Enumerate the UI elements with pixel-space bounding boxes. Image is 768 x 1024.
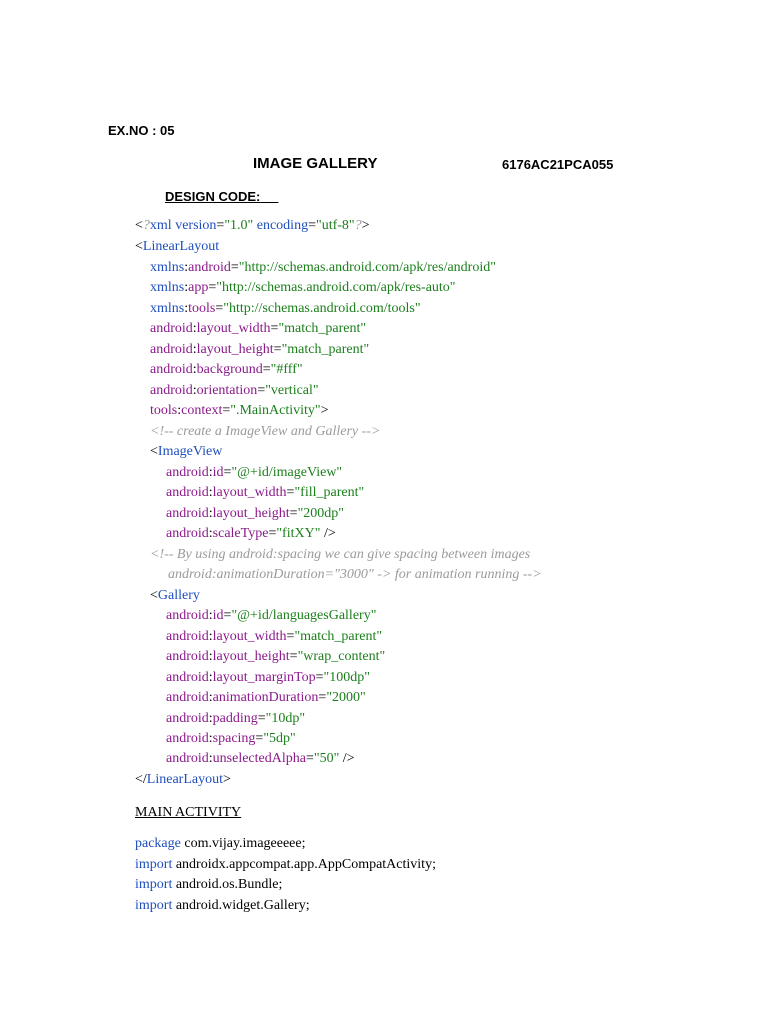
code-line (135, 834, 306, 854)
code-token: <!-- By using android:spacing we can give spacing between images (150, 547, 531, 562)
code-token: : (208, 526, 213, 541)
code-token: : (192, 362, 197, 377)
code-token: "http://schemas.android.com/apk/res-auto" (216, 280, 456, 295)
code-token: android (166, 711, 209, 726)
code-token: scaleType (212, 526, 269, 541)
code-token: "#fff" (270, 362, 303, 377)
code-token: : (208, 751, 213, 766)
code-line (150, 545, 530, 565)
code-token: < (150, 588, 158, 603)
code-line (150, 381, 319, 401)
code-line (135, 855, 436, 875)
code-token: = (268, 526, 277, 541)
code-token: "10dp" (265, 711, 306, 726)
code-token: /> (320, 526, 336, 541)
code-token: : (208, 629, 213, 644)
code-token: ImageView (157, 444, 223, 459)
code-token: "2000" (326, 690, 366, 705)
code-token: layout_width (212, 629, 287, 644)
code-token: = (208, 280, 217, 295)
code-token: android (166, 608, 209, 623)
code-token: </ (135, 772, 147, 787)
code-token: "utf-8" (315, 218, 355, 233)
code-token: > (222, 772, 231, 787)
code-token: "match_parent" (281, 342, 370, 357)
code-token: "wrap_content" (297, 649, 386, 664)
main-activity-heading: MAIN ACTIVITY (135, 805, 242, 820)
code-token: = (305, 751, 314, 766)
code-token: "match_parent" (294, 629, 383, 644)
code-token: tools (188, 301, 216, 316)
code-token: : (208, 690, 213, 705)
code-token: "100dp" (323, 670, 370, 685)
code-token: android:animationDuration="3000" -> for animation running --> (168, 567, 542, 582)
code-token: orientation (196, 383, 258, 398)
code-token: : (208, 506, 213, 521)
code-line (135, 875, 282, 895)
page-title: IMAGE GALLERY (253, 155, 378, 172)
code-token: "fitXY" (276, 526, 321, 541)
code-token: layout_height (212, 649, 290, 664)
code-token: : (184, 280, 189, 295)
code-token: ? (354, 218, 362, 233)
code-token: : (177, 403, 182, 418)
design-code-heading (165, 189, 278, 204)
code-line (135, 216, 370, 236)
code-line (150, 360, 303, 380)
code-token: : (208, 670, 213, 685)
code-token: = (222, 403, 231, 418)
code-token: "@+id/languagesGallery" (231, 608, 377, 623)
code-token: = (289, 649, 298, 664)
code-token: : (184, 301, 189, 316)
code-token: app (188, 280, 209, 295)
code-token: : (208, 649, 213, 664)
code-token: android (166, 751, 209, 766)
code-token: : (208, 485, 213, 500)
code-token: unselectedAlpha (212, 751, 306, 766)
code-token: = (286, 629, 295, 644)
code-token: layout_width (212, 485, 287, 500)
code-token: = (262, 362, 271, 377)
code-token: LinearLayout (146, 772, 223, 787)
code-token: = (286, 485, 295, 500)
code-line (166, 627, 382, 647)
code-token: = (315, 670, 324, 685)
code-token: "fill_parent" (294, 485, 365, 500)
code-token: version (171, 218, 217, 233)
code-token: "http://schemas.android.com/tools" (223, 301, 421, 316)
code-line (166, 463, 342, 483)
code-line (166, 668, 370, 688)
code-token: <!-- create a ImageView and Gallery --> (150, 424, 381, 439)
code-line (166, 606, 376, 626)
code-token: import (135, 857, 173, 872)
exercise-number: EX.NO : 05 (108, 123, 175, 138)
code-token: xmlns (150, 260, 185, 275)
code-token: = (215, 301, 224, 316)
code-token: = (273, 342, 282, 357)
code-token: package (135, 836, 181, 851)
code-token: "50" (313, 751, 340, 766)
code-token: id (212, 608, 224, 623)
code-line (150, 442, 222, 462)
code-token: layout_width (196, 321, 271, 336)
code-token: "@+id/imageView" (231, 465, 343, 480)
code-token: android (166, 629, 209, 644)
code-token: xmlns (150, 280, 185, 295)
code-token: xmlns (150, 301, 185, 316)
code-token: LinearLayout (142, 239, 220, 254)
code-token: android.widget.Gallery; (172, 898, 310, 913)
code-token: id (212, 465, 224, 480)
code-line (150, 422, 380, 442)
code-token: = (270, 321, 279, 336)
code-token: import (135, 898, 173, 913)
code-token: ? (142, 218, 150, 233)
code-token: > (361, 218, 370, 233)
design-code-trail (260, 189, 278, 204)
code-token: android (166, 506, 209, 521)
code-line (166, 504, 344, 524)
code-token: "http://schemas.android.com/apk/res/android" (238, 260, 496, 275)
code-token: com.vijay.imageeeee; (180, 836, 306, 851)
code-token: android (166, 526, 209, 541)
code-token: ".MainActivity" (230, 403, 321, 418)
code-token: = (223, 608, 232, 623)
code-line (166, 709, 305, 729)
code-token: padding (212, 711, 258, 726)
code-token: "200dp" (297, 506, 344, 521)
code-line (166, 524, 336, 544)
code-token: = (257, 711, 266, 726)
code-token: "1.0" (224, 218, 254, 233)
code-token: > (320, 403, 329, 418)
code-token: : (208, 731, 213, 746)
code-token: "5dp" (263, 731, 296, 746)
code-token: android.os.Bundle; (172, 877, 283, 892)
code-token: = (308, 218, 316, 233)
code-token: android (150, 342, 193, 357)
code-line (166, 483, 364, 503)
code-line (150, 340, 369, 360)
code-token: android (166, 670, 209, 685)
code-token: xml (149, 218, 172, 233)
code-token: android (150, 362, 193, 377)
code-token: : (184, 260, 189, 275)
code-token: = (230, 260, 239, 275)
code-token: layout_height (212, 506, 290, 521)
register-number: 6176AC21PCA055 (502, 157, 614, 172)
code-token: background (196, 362, 263, 377)
code-token: "match_parent" (278, 321, 367, 336)
code-line (150, 278, 456, 298)
code-line (166, 729, 296, 749)
code-token: android (166, 731, 209, 746)
code-line (135, 896, 310, 916)
code-token: = (255, 731, 264, 746)
code-line (166, 688, 366, 708)
code-line (135, 237, 219, 257)
code-token: /> (339, 751, 355, 766)
code-line (150, 586, 200, 606)
code-token: = (318, 690, 327, 705)
code-token: Gallery (157, 588, 200, 603)
code-token: : (208, 465, 213, 480)
code-line (168, 565, 542, 585)
code-token: android (150, 321, 193, 336)
code-token: < (150, 444, 158, 459)
code-token: android (166, 465, 209, 480)
code-token: import (135, 877, 173, 892)
code-line (150, 401, 329, 421)
code-token: = (223, 465, 232, 480)
code-token: = (216, 218, 225, 233)
code-token: < (135, 218, 143, 233)
code-line (150, 258, 496, 278)
code-line (150, 299, 421, 319)
code-line (135, 770, 231, 790)
code-token: = (289, 506, 298, 521)
code-token: : (208, 608, 213, 623)
code-token: android (166, 649, 209, 664)
code-token: : (192, 342, 197, 357)
code-token: encoding (253, 218, 309, 233)
code-token: < (135, 239, 143, 254)
code-line (150, 319, 366, 339)
code-token: android (150, 383, 193, 398)
code-token: = (257, 383, 266, 398)
code-token: spacing (212, 731, 256, 746)
code-token: android (166, 690, 209, 705)
code-token: androidx.appcompat.app.AppCompatActivity; (172, 857, 436, 872)
code-token: context (181, 403, 223, 418)
code-token: : (208, 711, 213, 726)
design-code-label: DESIGN CODE: (165, 189, 261, 204)
code-token: animationDuration (212, 690, 319, 705)
code-token: layout_marginTop (212, 670, 316, 685)
code-token: tools (150, 403, 178, 418)
code-line (166, 749, 355, 769)
code-token: android (188, 260, 231, 275)
code-token: : (192, 321, 197, 336)
code-token: layout_height (196, 342, 274, 357)
code-token: android (166, 485, 209, 500)
code-token: "vertical" (265, 383, 319, 398)
code-token: : (192, 383, 197, 398)
code-line (166, 647, 385, 667)
